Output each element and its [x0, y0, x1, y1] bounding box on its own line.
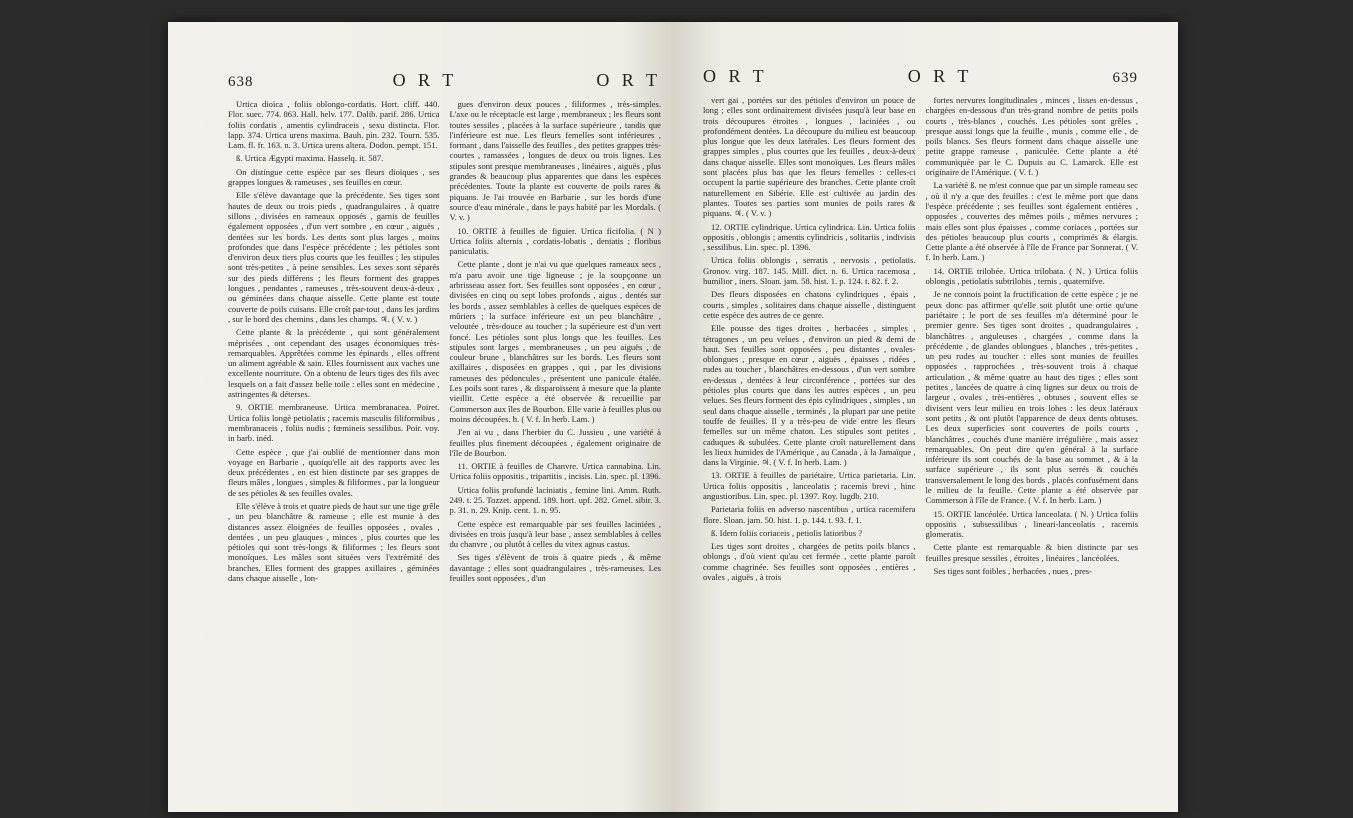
paragraph: Cette plante & la précédente , qui sont généralement méprisées , ont cependant des usages économiques très-remarquables. Apprêtées comme les épinards , elles offrent un aliment agréable & sain. Elles fournissent aux vaches une excellente nourriture. On a obtenu de leurs tiges des fils avec lesquels on a fait d'assez belle toile : elles sont en médecine , astringentes & déterses.: [228, 327, 440, 400]
right-column-1: [703, 95, 916, 585]
paragraph: Je ne connois point la fructification de cette espèce ; je ne peux donc pas affirmer qu'elle soit plutôt une ortie qu'une pariétaire ; le port de ses feuilles m'a déterminé pour le premier genre. Ses tiges sont droites , quadrangulaires , blanchâtres , anguleuses , chargées , comme dans la précédente , de glandes oblongues , blanches , très-petites , un peu rudes au toucher : elles sont munies de feuilles opposées , rapprochées , très-souvent trois à chaque articulation , & même quatre au haut des tiges ; elles sont petites , lancées de quatre à cinq lignes sur deux ou trois de largeur , ovales , très-entières , obtuses , souvent elles se divisent vers leur milieu en trois lobes : les deux latéraux sont petits , & ont plutôt l'apparence de deux dents obtuses. Les deux superficies sont couvertes de poils courts , blanchâtres , couchés d'une manière irrégulière , mais assez remarquables. On peut dire qu'en général à la surface inférieure ils sont couchés de la base au sommet , & à la surface supérieure , ils sont plus serrés & couchés transversalement le long des bords , placés confusément dans le milieu de la feuille. Cette plante a été observée par Commerson à l'île de France. ( V. f. In herb. Lam. ): [925, 289, 1138, 506]
left-columns: [228, 99, 661, 586]
paragraph: ß. Urtica Ægypti maxima. Hasselq. it. 587.: [236, 153, 384, 164]
paragraph: J'en ai vu , dans l'herbier du C. Jussieu , une variété à feuilles plus finement découpées , également originaire de l'île de Bourbon.: [449, 427, 661, 458]
left-header-right: O R T: [596, 70, 661, 90]
paragraph: Urtica foliis profundè laciniatis , femine lini. Amm. Ruth. 249. t. 25. Tozzet. append. 189. hort. upf. 282. Gmel. sibir. 3. p. 31. n. 29. Knip. cent. 1. n. 95.: [449, 484, 661, 516]
left-running-head: [228, 70, 661, 91]
paragraph: 11. ORTIE à feuilles de Chanvre. Urtica cannabina. Lin. Urtica foliis oppositis , tripartitis , incisis. Lin. spec. pl. 1396.: [449, 461, 661, 482]
paragraph: vert gai , portées sur des pétioles d'environ un pouce de long ; elles sont ordinairement divisées jusqu'à leur base en trois découpures étroites , longues , laciniées , ou profondément dentées. La découpure du milieu est beaucoup plus longue que les deux latérales. Les fleurs forment des grappes simples , plus courtes que les feuilles , deux-à-deux dans chaque aisselle. Elles sont monoïques. Les fleurs mâles sont placées plus bas que les fleurs femelles : celles-ci occupent la partie supérieure des branches. Cette plante croît naturellement en Sibérie. Elle est cultivée au jardin des plantes. Toutes ses parties sont munies de poils rares & piquans. ♃. ( V. v. ): [703, 95, 916, 219]
right-columns: [703, 95, 1138, 585]
paragraph: Les tiges sont droites , chargées de petits poils blancs , oblongs , d'où vient qu'au cet fermée , cette plante paroît comme chagrinée. Ses feuilles sont opposées , entières , ovales , aiguës , à trois: [703, 541, 916, 583]
left-page: [168, 22, 673, 812]
paragraph: On distingue cette espèce par ses fleurs dioïques , ses grappes longues & rameuses , ses feuilles en cœur.: [228, 166, 440, 188]
right-header: O R T: [907, 66, 973, 86]
paragraph: ß. Idem foliis coriaceis , petiolis latioribus ?: [711, 527, 863, 538]
paragraph: Cette plante , dont je n'ai vu que quelques rameaux secs , m'a paru avoir une tige ligneuse ; je la soupçonne un arbrisseau assez fort. Ses feuilles sont opposées , en cœur , divisées en cinq ou sept lobes profonds , aigus , dentés sur les bords , assez semblables à celles de quelques espèces de mûriers ; la surface inférieure est un peu blanchâtre , veloutée , très-douce au toucher ; la supérieure est d'un vert foncé. Les pétioles sont plus longs que les feuilles. Les stipules sont larges , membraneuses , un peu aiguës , de couleur brune , blanchâtres sur les bords. Les fleurs sont axillaires , disposées en grappes , qui , par les divisions rameuses des pédoncules , présentent une panicule étalée. Les poils sont rares , & disparoissent à mesure que la plante vieillit. Cette espèce a été observée & recueillie par Commerson aux îles de Bourbon. Elle varie à feuilles plus ou moins découpées. ħ. ( V. f. In herb. Lam. ): [449, 259, 661, 424]
paragraph: La variété ß. ne m'est connue que par un simple rameau sec , où il n'y a que des feuilles : c'est le même port que dans l'espèce précédente ; ses feuilles sont également entières , opposées , couvertes des mêmes poils , mêmes nervures ; mais elles sont plus épaisses , comme coriaces , portées sur des pétioles beaucoup plus courts , comprimés & élargis. Cette plante a été observée à l'île de France par Sonnerat. ( V. f. In herb. Lam. ): [925, 180, 1138, 263]
paragraph: 14. ORTIE trilobée. Urtica trilobata. ( N. ) Urtica foliis oblongis , petiolatis subtrilobis , ternis , quaternifve.: [925, 265, 1138, 287]
paragraph: Urtica foliis oblongis , serratis , nervosis , petiolatis. Gronov. virg. 187. 145. Mill. dict. n. 6. Urtica racemosa , humilior , iners. Sloan. jam. 58. hist. 1. p. 124. t. 82. f. 2.: [703, 255, 916, 287]
paragraph: Elle s'élève à trois et quatre pieds de haut sur une tige grêle , un peu blanchâtre & rameuse ; elle est munie à des distances assez éloignées de feuilles opposées , ovales , dentées , un peu glauques , minces , plus courtes que les pétioles qui sont très-longs & filiformes ; les fleurs sont monoïques. Les mâles sont situées vers l'extrémité des branches. Elles forment des grappes axillaires , géminées dans chaque aisselle , lon-: [228, 500, 440, 584]
paragraph: 9. ORTIE membraneuse. Urtica membranacea. Poiret. Urtica foliis longè petiolatis ; racemis masculis filiformibus , membranaceis , foliis nudis ; fœmineis sessilibus. Poir. voy. in barb. inéd.: [228, 402, 440, 444]
right-page-number: 639: [1112, 70, 1138, 86]
left-column-2: [450, 99, 662, 586]
paragraph: gues d'environ deux pouces , filiformes , très-simples. L'axe ou le réceptacle est large , membraneux ; les fleurs sont toutes sessiles , placées à la surface supérieure , tandis que l'inférieure est nue. Les fleurs femelles sont inférieures , formant , dans l'aisselle des feuilles , des petites grappes très-courtes , ramassées , longues de deux ou trois lignes. Les stipules sont presque membraneuses , linéaires , aiguës , plus grandes & beaucoup plus apparentes que dans les espèces précédentes. Toute la plante est couverte de poils rares & piquans. Je l'ai trouvée en Barbarie , sur les bords d'une source d'eau minérale , dans le pays habité par les Mordals. ( V. v. ): [449, 99, 661, 223]
right-page: [673, 22, 1178, 812]
left-header: O R T: [392, 70, 458, 90]
paragraph: Ses tiges sont foibles , herbacées , nues , pres-: [933, 566, 1092, 577]
left-column-1: [228, 99, 440, 586]
paragraph: fortes nervures longitudinales , minces , lisses en-dessus , chargées en-dessous d'un très-grand nombre de petits poils courts , très-blancs , couchés. Les pétioles sont grêles , presque aussi longs que la feuille , munis , comme elle , de poils blancs. Ses fleurs forment dans chaque aisselle une petite grappe rameuse , paniculée. Cette plante a été communiquée par le C. Dupuis au C. Lamarck. Elle est originaire de l'Amérique. ( V. f. ): [925, 95, 1138, 178]
paragraph: Des fleurs disposées en chatons cylindriques , épais , courts , simples , solitaires dans chaque aisselle , distinguent cette espèce des autres de ce genre.: [703, 289, 916, 320]
paragraph: 12. ORTIE cylindrique. Urtica cylindrica. Lin. Urtica foliis oppositis , oblongis ; amentis cylindricis , solitariis , indivisis , sessilibus. Lin. spec. pl. 1396.: [703, 221, 916, 253]
paragraph: 13. ORTIE à feuilles de pariétaire. Urtica parietaria. Lin. Urtica foliis oppositis , lanceolatis ; racemis brevi , hinc angustioribus. Lin. spec. pl. 1397. Roy. lugdb. 210.: [703, 470, 916, 501]
paragraph: 15. ORTIE lancéolée. Urtica lanceolata. ( N. ) Urtica foliis oppositis , subsessilibus , lineari-lanceolatis , racemis glomeratis.: [925, 508, 1138, 540]
right-running-head: [703, 66, 1138, 87]
paragraph: Cette espèce est remarquable par ses feuilles laciniées , divisées en trois jusqu'à leur base , assez semblables à celles du chanvre , ou plutôt à celles du vitex agnus castus.: [449, 518, 661, 550]
right-header-left: O R T: [703, 66, 768, 86]
left-page-number: 638: [228, 74, 254, 90]
paragraph: Cette espèce , que j'ai oublié de mentionner dans mon voyage en Barbarie , quoiqu'elle ait des rapports avec les deux précédentes , en est bien distincte par ses grappes de fleurs mâles , longues , simples & filiformes , par la longueur de ses pétioles & ses feuilles ovales.: [228, 446, 440, 498]
book-spread: [168, 22, 1178, 812]
paragraph: Elle pousse des tiges droites , herbacées , simples , tétragones , un peu velues , d'environ un pied & demi de haut. Ses feuilles sont opposées , peu distantes , ovales-oblongues , presque en cœur , aiguës , épaisses , ridées , rudes au toucher , blanchâtres en-dessous , d'un vert sombre en-dessus , dentées à leur circonférence , portées sur des pétioles plus courts que dans les autres espèces , un peu velues. Ses fleurs forment des épis cylindriques , simples , un seul dans chaque aisselle , terminés , la plupart par une petite touffe de feuilles. Il y a très-peu de vide entre les fleurs femelles sur un même chaton. Les stipules sont petites , caduques & subulées. Cette plante croît naturellement dans les lieux humides de l'Amérique , au Canada , à la Jamaïque , dans la Virginie. ♃. ( V. f. In herb. Lam. ): [703, 323, 916, 468]
paragraph: Elle s'élève davantage que la précédente. Ses tiges sont hautes de deux ou trois pieds , quadrangulaires , à quatre sillons , divisées en rameaux opposés , garnis de feuilles également opposées , d'un vert sombre , en cœur , aiguës , dentées sur les bords. Les dents sont plus larges , moins profondes que dans l'espèce précédente ; les pétioles sont d'environ deux tiers plus courts que les feuilles ; les stipules sont très-petites , à peine sensibles. Les sexes sont séparés sur des pieds différens ; les fleurs forment des grappes longues , pendantes , rameuses , très-souvent deux-à-deux , ou géminées dans chaque aisselle. Cette plante est toute couverte de poils cuisans. Elle croît par-tout , dans les jardins , sur le bord des chemins , dans les champs. ♃. ( V. v. ): [228, 190, 440, 324]
paragraph: Urtica dioïca , foliis oblongo-cordatis. Hort. cliff. 440. Flor. suec. 774. 863. Hall. helv. 177. Dalib. parif. 286. Urtica foliis cordatis , amentis cylindraceis , sexu distincta. Flor. lapp. 374. Urtica urens maxima. Bauh. pin. 232. Tourn. 535. Lam. fl. fr. 163. n. 3. Urtica urens altera. Dodon. pempt. 151.: [228, 99, 440, 151]
paragraph: Ses tiges s'élèvent de trois à quatre pieds , & même davantage ; elles sont quadrangulaires , très-rameuses. Les feuilles sont opposées , d'un: [449, 552, 661, 584]
right-column-2: [926, 95, 1139, 585]
paragraph: Cette plante est remarquable & bien distincte par ses feuilles presque sessiles , étroites , linéaires , lancéolées.: [925, 542, 1138, 563]
paragraph: 10. ORTIE à feuilles de figuier. Urtica ficifolia. ( N ) Urtica foliis alternis , cordatis-lobatis , dentatis ; floribus paniculatis.: [449, 225, 661, 257]
paragraph: Parietaria foliis en adverso nascentibus , urtica racemifera flore. Sloan. jam. 50. hist. 1. p. 144. t. 93. f. 1.: [703, 504, 916, 525]
